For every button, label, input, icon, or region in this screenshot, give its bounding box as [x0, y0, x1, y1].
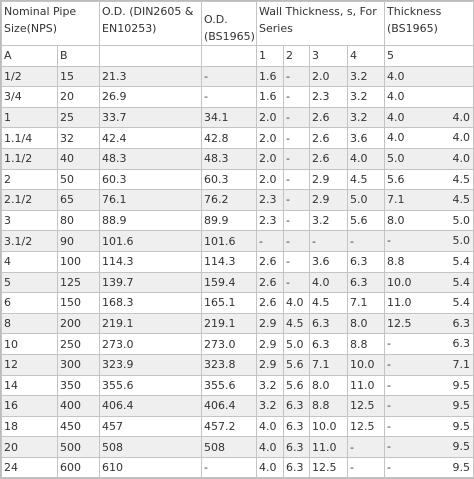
table-row: [2, 251, 474, 272]
subheader-row: [2, 46, 474, 67]
cell-nps-b: 40: [58, 148, 100, 169]
cell-series-5: 5.0: [387, 151, 405, 165]
cell-od-bs: -: [202, 457, 257, 478]
cell-series-4: 3.2: [348, 87, 385, 108]
pipe-dimension-table: [1, 1, 474, 478]
cell-series-3: 2.6: [310, 107, 348, 128]
cell-series-5-and-bs: [385, 375, 474, 396]
cell-series-2: -: [284, 231, 310, 252]
cell-nps-b: 90: [58, 231, 100, 252]
cell-series-5-and-bs: [385, 210, 474, 231]
cell-series-3: 7.1: [310, 354, 348, 375]
cell-series-3: 3.2: [310, 210, 348, 231]
cell-series-2: -: [284, 66, 310, 87]
cell-series-5-and-bs: [385, 293, 474, 314]
cell-series-5: 4.0: [387, 110, 405, 124]
cell-od-din: 457: [100, 416, 202, 437]
cell-series-4: 12.5: [348, 416, 385, 437]
subheader-series-4: 4: [348, 46, 385, 67]
cell-series-3: 8.0: [310, 375, 348, 396]
cell-thickness-bs: 9.5: [452, 419, 471, 433]
cell-series-2: 6.3: [284, 416, 310, 437]
subheader-series-2: 2: [284, 46, 310, 67]
cell-series-2: -: [284, 107, 310, 128]
header-row: [2, 2, 474, 46]
cell-series-4: 6.3: [348, 251, 385, 272]
cell-thickness-bs: 4.0: [452, 131, 471, 145]
cell-nps-b: 150: [58, 293, 100, 314]
cell-nps-a: 3/4: [2, 87, 58, 108]
table-body: [2, 2, 474, 478]
cell-series-2: -: [284, 251, 310, 272]
cell-series-3: 11.0: [310, 437, 348, 458]
table-row: [2, 148, 474, 169]
cell-nps-a: 3.1/2: [2, 231, 58, 252]
cell-od-din: 114.3: [100, 251, 202, 272]
cell-series-3: 6.3: [310, 313, 348, 334]
cell-series-2: 6.3: [284, 457, 310, 478]
cell-series-5: 12.5: [387, 316, 412, 330]
table-row: [2, 334, 474, 355]
cell-series-1: 1.6: [257, 66, 284, 87]
cell-series-5-and-bs: [385, 128, 474, 149]
cell-od-din: 168.3: [100, 293, 202, 314]
cell-thickness-bs: 5.4: [452, 296, 471, 310]
cell-series-4: -: [348, 231, 385, 252]
cell-od-din: 610: [100, 457, 202, 478]
cell-thickness-bs: 4.5: [452, 172, 471, 186]
cell-series-5-and-bs: [385, 272, 474, 293]
cell-nps-a: 1: [2, 107, 58, 128]
cell-nps-a: 8: [2, 313, 58, 334]
cell-od-bs: 159.4: [202, 272, 257, 293]
cell-nps-a: 12: [2, 354, 58, 375]
cell-series-3: 3.6: [310, 251, 348, 272]
table-row: [2, 231, 474, 252]
cell-od-din: 42.4: [100, 128, 202, 149]
cell-nps-a: 1/2: [2, 66, 58, 87]
cell-nps-b: 250: [58, 334, 100, 355]
cell-series-4: 12.5: [348, 396, 385, 417]
cell-thickness-bs: 4.5: [452, 193, 471, 207]
cell-nps-a: 24: [2, 457, 58, 478]
cell-series-1: 2.0: [257, 107, 284, 128]
cell-series-4: 8.8: [348, 334, 385, 355]
subheader-series-1: 1: [257, 46, 284, 67]
cell-od-din: 48.3: [100, 148, 202, 169]
cell-series-5-and-bs: [385, 251, 474, 272]
cell-series-3: 2.0: [310, 66, 348, 87]
subheader-empty: [100, 46, 202, 67]
cell-nps-b: 200: [58, 313, 100, 334]
cell-series-1: -: [257, 231, 284, 252]
cell-thickness-bs: 5.0: [452, 213, 471, 227]
cell-series-1: 4.0: [257, 416, 284, 437]
cell-series-5: -: [387, 440, 391, 454]
cell-thickness-bs: 9.5: [452, 399, 471, 413]
cell-od-din: 219.1: [100, 313, 202, 334]
cell-od-bs: 165.1: [202, 293, 257, 314]
cell-series-4: 7.1: [348, 293, 385, 314]
subheader-series-5: 5: [385, 46, 474, 67]
cell-od-din: 33.7: [100, 107, 202, 128]
cell-series-3: 2.6: [310, 128, 348, 149]
cell-od-bs: 76.2: [202, 190, 257, 211]
cell-od-bs: -: [202, 66, 257, 87]
cell-nps-b: 15: [58, 66, 100, 87]
cell-series-3: 8.8: [310, 396, 348, 417]
cell-od-bs: 508: [202, 437, 257, 458]
cell-series-4: 6.3: [348, 272, 385, 293]
cell-nps-a: 5: [2, 272, 58, 293]
table-row: [2, 66, 474, 87]
cell-series-5-and-bs: [385, 66, 474, 87]
cell-od-din: 139.7: [100, 272, 202, 293]
table-row: [2, 128, 474, 149]
cell-series-5-and-bs: [385, 437, 474, 458]
header-nominal-pipe-size: Nominal Pipe Size(NPS): [2, 2, 100, 46]
cell-od-bs: 323.8: [202, 354, 257, 375]
cell-nps-b: 65: [58, 190, 100, 211]
cell-series-5-and-bs: [385, 416, 474, 437]
cell-series-1: 2.9: [257, 354, 284, 375]
cell-series-5: 7.1: [387, 193, 405, 207]
cell-od-bs: 406.4: [202, 396, 257, 417]
cell-od-bs: -: [202, 87, 257, 108]
cell-series-2: 4.5: [284, 313, 310, 334]
cell-series-5: -: [387, 378, 391, 392]
cell-series-2: 6.3: [284, 437, 310, 458]
cell-series-2: -: [284, 169, 310, 190]
cell-series-4: 10.0: [348, 354, 385, 375]
cell-od-din: 508: [100, 437, 202, 458]
subheader-b: B: [58, 46, 100, 67]
cell-series-1: 2.0: [257, 128, 284, 149]
table-row: [2, 210, 474, 231]
cell-series-4: 3.2: [348, 107, 385, 128]
cell-nps-a: 4: [2, 251, 58, 272]
cell-series-1: 2.6: [257, 293, 284, 314]
cell-series-3: 2.9: [310, 190, 348, 211]
cell-nps-a: 1.1/2: [2, 148, 58, 169]
cell-series-5: 4.0: [387, 131, 405, 145]
cell-series-3: 6.3: [310, 334, 348, 355]
cell-series-5: 8.0: [387, 213, 405, 227]
cell-series-2: -: [284, 148, 310, 169]
cell-thickness-bs: 4.0: [452, 110, 471, 124]
cell-nps-b: 350: [58, 375, 100, 396]
cell-nps-b: 50: [58, 169, 100, 190]
cell-od-din: 26.9: [100, 87, 202, 108]
cell-series-5-and-bs: [385, 396, 474, 417]
subheader-series-3: 3: [310, 46, 348, 67]
cell-series-5-and-bs: [385, 354, 474, 375]
cell-series-1: 2.3: [257, 190, 284, 211]
cell-thickness-bs: 5.0: [452, 234, 471, 248]
cell-nps-b: 600: [58, 457, 100, 478]
cell-series-1: 2.9: [257, 334, 284, 355]
cell-series-5: -: [387, 460, 391, 474]
cell-od-bs: 89.9: [202, 210, 257, 231]
table-row: [2, 272, 474, 293]
table-row: [2, 416, 474, 437]
cell-series-5: 8.8: [387, 254, 405, 268]
cell-thickness-bs: 5.4: [452, 254, 471, 268]
cell-series-5: 11.0: [387, 296, 412, 310]
cell-od-din: 323.9: [100, 354, 202, 375]
cell-nps-a: 6: [2, 293, 58, 314]
cell-nps-b: 25: [58, 107, 100, 128]
cell-series-1: 2.0: [257, 169, 284, 190]
cell-nps-b: 400: [58, 396, 100, 417]
header-od-bs: O.D. (BS1965): [202, 2, 257, 46]
cell-thickness-bs: 6.3: [452, 337, 471, 351]
cell-od-bs: 114.3: [202, 251, 257, 272]
cell-series-2: -: [284, 128, 310, 149]
cell-od-bs: 42.8: [202, 128, 257, 149]
cell-series-2: 4.0: [284, 293, 310, 314]
table-row: [2, 293, 474, 314]
table-row: [2, 396, 474, 417]
cell-nps-b: 20: [58, 87, 100, 108]
cell-nps-b: 125: [58, 272, 100, 293]
table-row: [2, 375, 474, 396]
cell-nps-b: 32: [58, 128, 100, 149]
cell-series-1: 4.0: [257, 457, 284, 478]
subheader-empty: [202, 46, 257, 67]
cell-series-2: 6.3: [284, 396, 310, 417]
cell-thickness-bs: 9.5: [452, 440, 471, 454]
cell-series-1: 2.3: [257, 210, 284, 231]
table-row: [2, 87, 474, 108]
cell-series-3: -: [310, 231, 348, 252]
header-wall-thickness: Wall Thickness, s, For Series: [257, 2, 385, 46]
cell-nps-a: 16: [2, 396, 58, 417]
subheader-a: A: [2, 46, 58, 67]
cell-series-5: 4.0: [387, 90, 405, 104]
table-row: [2, 437, 474, 458]
cell-series-4: 4.0: [348, 148, 385, 169]
cell-od-bs: 355.6: [202, 375, 257, 396]
cell-nps-a: 3: [2, 210, 58, 231]
cell-series-4: -: [348, 457, 385, 478]
cell-series-5: -: [387, 399, 391, 413]
table-row: [2, 313, 474, 334]
cell-nps-b: 100: [58, 251, 100, 272]
cell-series-3: 2.3: [310, 87, 348, 108]
cell-thickness-bs: 9.5: [452, 378, 471, 392]
cell-series-2: -: [284, 87, 310, 108]
header-thickness-bs: Thickness (BS1965): [385, 2, 474, 46]
cell-od-bs: 219.1: [202, 313, 257, 334]
cell-thickness-bs: 7.1: [452, 357, 471, 371]
cell-od-bs: 101.6: [202, 231, 257, 252]
cell-nps-a: 2.1/2: [2, 190, 58, 211]
cell-series-2: -: [284, 272, 310, 293]
cell-od-bs: 457.2: [202, 416, 257, 437]
cell-series-3: 2.6: [310, 148, 348, 169]
cell-series-5-and-bs: [385, 169, 474, 190]
cell-series-5-and-bs: [385, 148, 474, 169]
cell-series-2: 5.6: [284, 375, 310, 396]
cell-od-din: 21.3: [100, 66, 202, 87]
cell-series-4: 3.6: [348, 128, 385, 149]
cell-nps-a: 20: [2, 437, 58, 458]
cell-nps-b: 500: [58, 437, 100, 458]
cell-series-2: -: [284, 210, 310, 231]
cell-series-3: 10.0: [310, 416, 348, 437]
cell-series-5-and-bs: [385, 107, 474, 128]
cell-od-din: 76.1: [100, 190, 202, 211]
cell-thickness-bs: 4.0: [452, 151, 471, 165]
cell-od-din: 101.6: [100, 231, 202, 252]
cell-series-3: 4.0: [310, 272, 348, 293]
cell-series-2: -: [284, 190, 310, 211]
table-row: [2, 354, 474, 375]
cell-od-din: 355.6: [100, 375, 202, 396]
cell-od-bs: 60.3: [202, 169, 257, 190]
cell-series-1: 2.6: [257, 251, 284, 272]
cell-series-5: -: [387, 337, 391, 351]
cell-series-4: 5.6: [348, 210, 385, 231]
cell-nps-b: 80: [58, 210, 100, 231]
cell-thickness-bs: 5.4: [452, 275, 471, 289]
cell-series-5: 5.6: [387, 172, 405, 186]
cell-series-5-and-bs: [385, 190, 474, 211]
cell-nps-a: 14: [2, 375, 58, 396]
cell-series-5: -: [387, 357, 391, 371]
cell-od-bs: 48.3: [202, 148, 257, 169]
cell-series-4: 8.0: [348, 313, 385, 334]
cell-series-1: 3.2: [257, 396, 284, 417]
cell-series-4: -: [348, 437, 385, 458]
cell-series-5-and-bs: [385, 457, 474, 478]
cell-nps-a: 10: [2, 334, 58, 355]
cell-series-5: -: [387, 234, 391, 248]
cell-series-1: 2.6: [257, 272, 284, 293]
cell-od-din: 273.0: [100, 334, 202, 355]
cell-series-5: 4.0: [387, 69, 405, 83]
cell-nps-b: 450: [58, 416, 100, 437]
cell-series-1: 2.9: [257, 313, 284, 334]
cell-series-2: 5.0: [284, 334, 310, 355]
cell-series-4: 11.0: [348, 375, 385, 396]
cell-series-5-and-bs: [385, 313, 474, 334]
table-row: [2, 169, 474, 190]
cell-series-4: 5.0: [348, 190, 385, 211]
cell-series-5-and-bs: [385, 334, 474, 355]
cell-series-5: -: [387, 419, 391, 433]
cell-nps-a: 1.1/4: [2, 128, 58, 149]
cell-od-bs: 34.1: [202, 107, 257, 128]
cell-series-5: 10.0: [387, 275, 412, 289]
cell-series-3: 4.5: [310, 293, 348, 314]
header-od-din: O.D. (DIN2605 & EN10253): [100, 2, 202, 46]
cell-series-3: 2.9: [310, 169, 348, 190]
cell-series-1: 2.0: [257, 148, 284, 169]
cell-od-din: 406.4: [100, 396, 202, 417]
cell-thickness-bs: 9.5: [452, 460, 471, 474]
cell-nps-a: 2: [2, 169, 58, 190]
cell-series-3: 12.5: [310, 457, 348, 478]
cell-series-4: 3.2: [348, 66, 385, 87]
cell-series-1: 1.6: [257, 87, 284, 108]
cell-series-5-and-bs: [385, 87, 474, 108]
table-row: [2, 190, 474, 211]
table-row: [2, 457, 474, 478]
table-row: [2, 107, 474, 128]
cell-series-2: 5.6: [284, 354, 310, 375]
cell-nps-a: 18: [2, 416, 58, 437]
cell-series-4: 4.5: [348, 169, 385, 190]
cell-od-din: 60.3: [100, 169, 202, 190]
cell-thickness-bs: 6.3: [452, 316, 471, 330]
cell-series-1: 3.2: [257, 375, 284, 396]
cell-series-5-and-bs: [385, 231, 474, 252]
cell-od-bs: 273.0: [202, 334, 257, 355]
cell-od-din: 88.9: [100, 210, 202, 231]
cell-nps-b: 300: [58, 354, 100, 375]
cell-series-1: 4.0: [257, 437, 284, 458]
